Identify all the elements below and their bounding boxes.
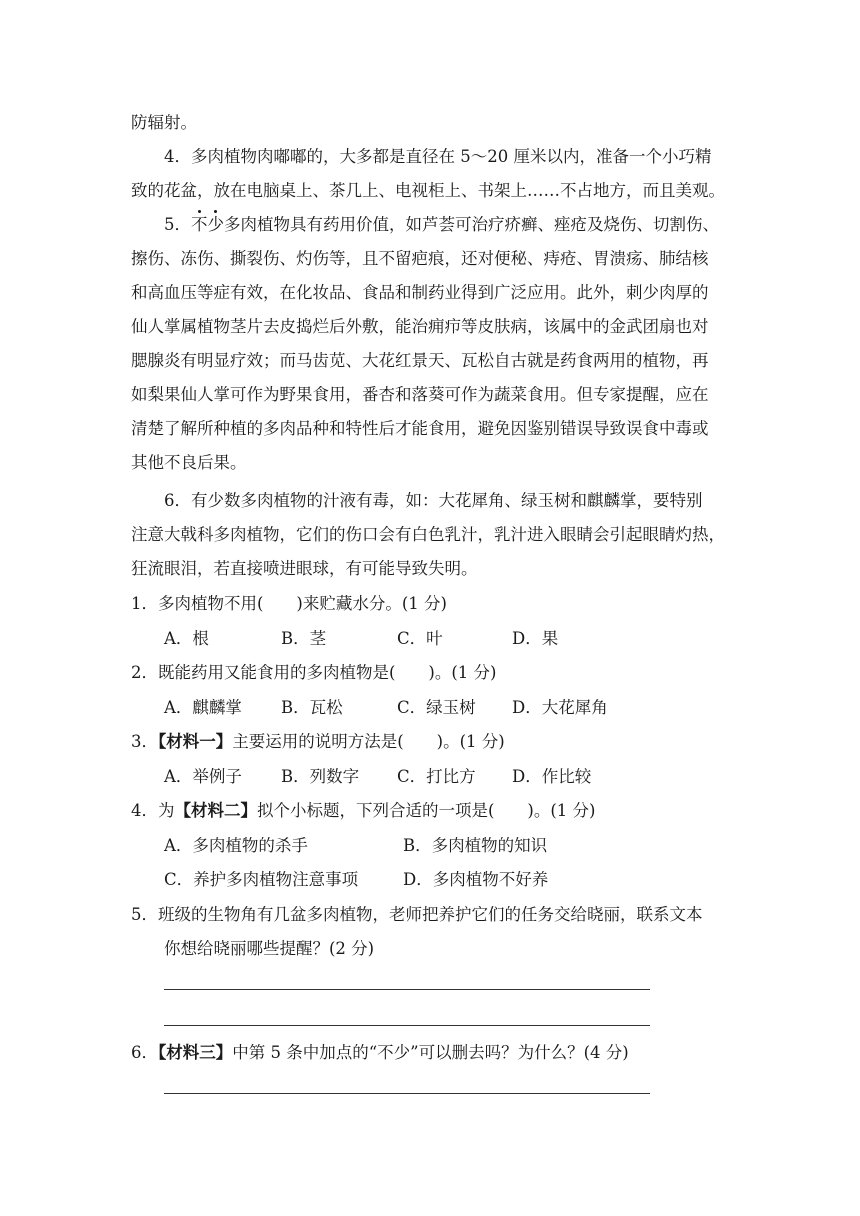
q1-option-b[interactable]: B．茎: [281, 629, 327, 648]
answer-line[interactable]: [164, 1025, 650, 1026]
passage-item-5: [164, 214, 719, 236]
q4-option-a[interactable]: A．多肉植物的杀手: [164, 836, 308, 855]
question-4: [131, 800, 596, 822]
passage-line: 擦伤、冻伤、撕裂伤、灼伤等，且不留疤痕，还对便秘、痔疮、胃溃疡、肺结核: [131, 249, 709, 268]
passage-line: 清楚了解所种植的多肉品种和特性后才能食用，避免因鉴别错误导致误食中毒或: [131, 419, 709, 438]
question-1: 1．多肉植物不用( )来贮藏水分。(1 分): [131, 594, 447, 613]
q4-option-d[interactable]: D．多肉植物不好养: [403, 870, 549, 889]
question-6: [131, 1042, 629, 1064]
question-text: 中第 5 条中加点的“不少”可以删去吗？为什么？(4 分): [232, 1043, 629, 1062]
passage-line: 和高血压等症有效，在化妆品、食品和制药业得到广泛应用。此外，刺少肉厚的: [131, 283, 709, 302]
passage-item-4: 4．多肉植物肉嘟嘟的，大多都是直径在 5～20 厘米以内，准备一个小巧精: [164, 147, 712, 166]
material-label: 【材料一】: [158, 732, 233, 751]
passage-line: 防辐射。: [131, 113, 197, 132]
q2-option-c[interactable]: C．绿玉树: [397, 698, 476, 717]
passage-line: 致的花盆，放在电脑桌上、茶几上、电视柜上、书架上……不占地方，而且美观。: [131, 181, 725, 200]
q3-option-d[interactable]: D．作比较: [512, 767, 592, 786]
q1-option-d[interactable]: D．果: [512, 629, 559, 648]
question-number: 6．: [131, 1043, 158, 1062]
question-number: 4．为: [131, 801, 175, 820]
passage-line: 仙人掌属植物茎片去皮捣烂后外敷，能治痈疖等皮肤病，该属中的金武团扇也对: [131, 317, 709, 336]
q4-option-c[interactable]: C．养护多肉植物注意事项: [164, 870, 359, 889]
question-5-cont: 你想给晓丽哪些提醒？(2 分): [164, 939, 375, 958]
question-3: [131, 731, 505, 753]
passage-line: 腮腺炎有明显疗效；而马齿苋、大花红景天、瓦松自古就是药食两用的植物，再: [131, 351, 709, 370]
q4-option-b[interactable]: B．多肉植物的知识: [403, 836, 548, 855]
question-text: 拟个小标题，下列合适的一项是( )。(1 分): [257, 801, 596, 820]
q1-option-a[interactable]: A．根: [164, 629, 209, 648]
emphasis-dot-char: 不: [191, 215, 208, 234]
q3-option-a[interactable]: A．举例子: [164, 767, 242, 786]
answer-line[interactable]: [164, 1093, 650, 1094]
q3-option-c[interactable]: C．打比方: [397, 767, 476, 786]
item-number: 5．: [164, 215, 191, 234]
question-text: 主要运用的说明方法是( )。(1 分): [232, 732, 505, 751]
q2-option-d[interactable]: D．大花犀角: [512, 698, 608, 717]
material-label: 【材料三】: [158, 1043, 233, 1062]
emphasis-dot-char: 少: [207, 215, 224, 234]
passage-line: 注意大戟科多肉植物，它们的伤口会有白色乳汁，乳汁进入眼睛会引起眼睛灼热，: [131, 525, 725, 544]
passage-line: 狂流眼泪，若直接喷进眼球，有可能导致失明。: [131, 559, 478, 578]
material-label: 【材料二】: [174, 801, 257, 820]
passage-line: 其他不良后果。: [131, 453, 247, 472]
answer-line[interactable]: [164, 989, 650, 990]
question-number: 3．: [131, 732, 158, 751]
question-2: 2．既能药用又能食用的多肉植物是( )。(1 分): [131, 663, 497, 682]
q1-option-c[interactable]: C．叶: [397, 629, 443, 648]
q2-option-a[interactable]: A．麒麟掌: [164, 698, 242, 717]
passage-line: 如梨果仙人掌可作为野果食用，番杏和落葵可作为蔬菜食用。但专家提醒，应在: [131, 385, 709, 404]
passage-item-6: 6．有少数多肉植物的汁液有毒，如：大花犀角、绿玉树和麒麟掌，要特别: [164, 491, 703, 510]
q2-option-b[interactable]: B．瓦松: [281, 698, 343, 717]
passage-text: 多肉植物具有药用价值，如芦荟可治疗疥癣、痤疮及烧伤、切割伤、: [224, 215, 719, 234]
q3-option-b[interactable]: B．列数字: [281, 767, 360, 786]
question-5: 5．班级的生物角有几盆多肉植物，老师把养护它们的任务交给晓丽，联系文本: [131, 905, 703, 924]
